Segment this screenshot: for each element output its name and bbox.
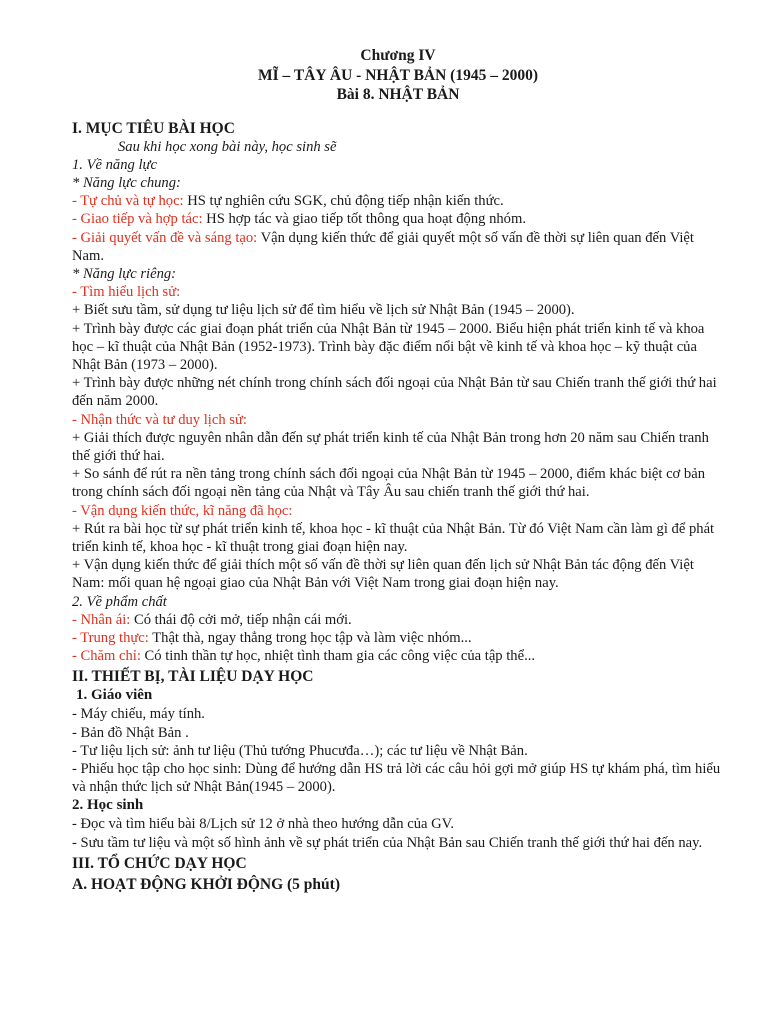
- section-organization-heading: III. TỔ CHỨC DẠY HỌC: [72, 854, 247, 872]
- quality-text: Có thái độ cởi mở, tiếp nhận cái mới.: [130, 611, 352, 628]
- student-heading: 2. Học sinh: [72, 797, 144, 814]
- student-item: - Đọc và tìm hiểu bài 8/Lịch sử 12 ở nhà theo hướng dẫn của GV.: [72, 816, 454, 833]
- quality-item-diligence: [72, 647, 724, 665]
- lesson-title: Bài 8. NHẬT BẢN: [336, 86, 460, 103]
- general-item-label: - Tự chủ và tự học:: [72, 193, 184, 210]
- general-item-label: - Giao tiếp và hợp tác:: [72, 211, 203, 228]
- objectives-intro: Sau khi học xong bài này, học sinh sẽ: [118, 138, 337, 155]
- qualities-heading: 2. Về phẩm chất: [72, 593, 167, 610]
- general-item-problem-solving: [72, 229, 724, 265]
- general-competence-heading: * Năng lực chung:: [72, 174, 181, 191]
- specific-label-thinking: - Nhận thức và tư duy lịch sử:: [72, 411, 247, 428]
- activity-a-heading: A. HOẠT ĐỘNG KHỞI ĐỘNG (5 phút): [72, 875, 340, 893]
- document-page: [72, 46, 724, 894]
- teacher-heading: 1. Giáo viên: [76, 687, 153, 704]
- quality-item-kindness: [72, 611, 724, 629]
- general-item-text: Vận dụng kiến thức để giải quyết một số vấn đề thời sự liên quan đến Việt Nam.: [72, 229, 694, 264]
- specific-item: + Trình bày được những nét chính trong chính sách đối ngoại của Nhật Bản từ sau Chiến tranh thế giới thứ hai đến năm 2000.: [72, 375, 717, 410]
- section-equipment-heading: II. THIẾT BỊ, TÀI LIỆU DẠY HỌC: [72, 668, 314, 686]
- specific-item: + Rút ra bài học từ sự phát triển kinh tế, khoa học - kĩ thuật của Nhật Bản. Từ đó Việt Nam cần làm gì để phát triển kinh tế, khoa học - kĩ thuật trong giai đoạn hiện nay.: [72, 520, 715, 555]
- general-item-text: HS hợp tác và giao tiếp tốt thông qua hoạt động nhóm.: [202, 211, 526, 228]
- quality-label: - Trung thực:: [72, 629, 149, 646]
- specific-label-research: - Tìm hiểu lịch sử:: [72, 284, 181, 301]
- quality-label: - Nhân ái:: [72, 611, 131, 628]
- teacher-item: - Bản đồ Nhật Bản .: [72, 724, 189, 741]
- teacher-item: - Máy chiếu, máy tính.: [72, 706, 205, 723]
- chapter-title: Chương IV: [360, 47, 436, 64]
- specific-label-application: - Vận dụng kiến thức, kĩ năng đã học:: [72, 502, 293, 519]
- specific-competence-heading: * Năng lực riêng:: [72, 265, 177, 282]
- quality-text: Có tinh thần tự học, nhiệt tình tham gia các công việc của tập thể...: [140, 648, 536, 665]
- general-item-label: - Giải quyết vấn đề và sáng tạo:: [72, 229, 258, 246]
- specific-item: + So sánh để rút ra nền tảng trong chính sách đối ngoại của Nhật Bản từ 1945 – 2000, điểm khác biệt cơ bản trong chính sách đối ngoại nền tảng của Nhật và Tây Âu sau chiến tranh thế giới thứ hai.: [72, 466, 705, 501]
- chapter-subtitle: MĨ – TÂY ÂU - NHẬT BẢN (1945 – 2000): [257, 66, 538, 84]
- general-item-text: HS tự nghiên cứu SGK, chủ động tiếp nhận kiến thức.: [183, 193, 504, 210]
- section-objectives-heading: I. MỤC TIÊU BÀI HỌC: [72, 119, 235, 137]
- specific-item: + Trình bày được các giai đoạn phát triển của Nhật Bản từ 1945 – 2000. Biểu hiện phát triển kinh tế và khoa học – kĩ thuật của Nhật Bản (1952-1973). Trình bày đặc điểm nổi bật về kinh tế và khoa học – kỹ thuật của Nhật Bản (1973 – 2000).: [72, 320, 705, 373]
- general-item-communication: [72, 210, 724, 228]
- teacher-item: - Phiếu học tập cho học sinh: Dùng để hướng dẫn HS trả lời các câu hỏi gợi mở giúp HS tự khám phá, tìm hiểu và nhận thức lịch sử Nhật Bản(1945 – 2000).: [72, 761, 721, 796]
- quality-label: - Chăm chỉ:: [72, 648, 141, 665]
- quality-text: Thật thà, ngay thẳng trong học tập và làm việc nhóm...: [148, 629, 472, 646]
- general-item-self-study: [72, 192, 724, 210]
- teacher-item: - Tư liệu lịch sử: ảnh tư liệu (Thủ tướng Phucưđa…); các tư liệu về Nhật Bản.: [72, 742, 528, 759]
- student-item: - Sưu tầm tư liệu và một số hình ảnh về sự phát triển của Nhật Bản sau Chiến tranh thế giới thứ hai đến nay.: [72, 834, 703, 851]
- specific-item: + Giải thích được nguyên nhân dẫn đến sự phát triển kinh tế của Nhật Bản trong hơn 20 năm sau Chiến tranh thế giới thứ hai.: [72, 429, 709, 464]
- specific-item: + Vận dụng kiến thức để giải thích một số vấn đề thời sự liên quan đến lịch sử Nhật Bản tác động đến Việt Nam: mối quan hệ ngoại giao của Nhật Bản với Việt Nam trong giai đoạn hiện nay.: [72, 557, 694, 592]
- quality-item-honesty: [72, 629, 724, 647]
- competence-heading: 1. Về năng lực: [72, 156, 157, 173]
- specific-item: + Biết sưu tầm, sử dụng tư liệu lịch sử để tìm hiểu về lịch sử Nhật Bản (1945 – 2000).: [72, 302, 575, 319]
